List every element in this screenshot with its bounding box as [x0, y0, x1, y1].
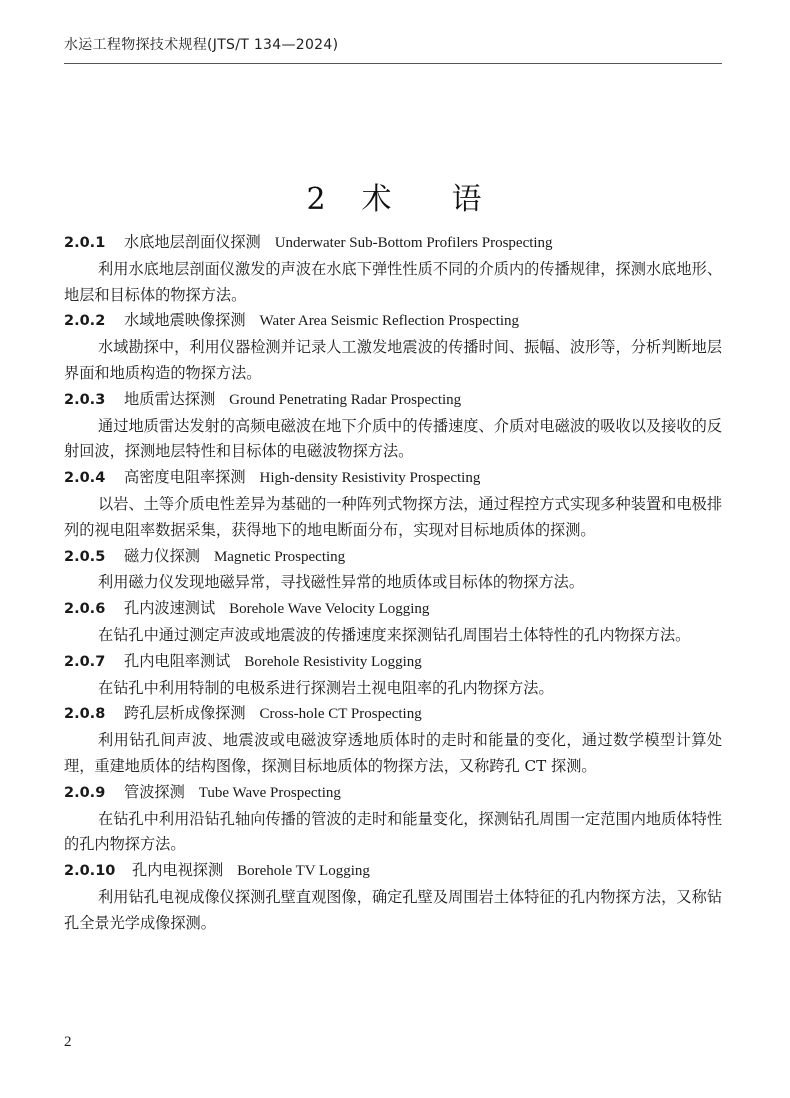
chapter-title — [0, 174, 790, 218]
term-number: 2.0.4 — [64, 470, 106, 487]
term-entry — [64, 596, 722, 649]
term-english-name: Tube Wave Prospecting — [198, 784, 341, 801]
term-heading — [64, 780, 722, 807]
term-chinese-name: 高密度电阻率探测 — [124, 468, 246, 487]
term-definition: 通过地质雷达发射的高频电磁波在地下介质中的传播速度、介质对电磁波的吸收以及接收的反射回波，探测地层特性和目标体的电磁波物探方法。 — [64, 416, 722, 461]
term-list — [64, 230, 722, 937]
term-definition: 利用磁力仪发现地磁异常，寻找磁性异常的地质体或目标体的物探方法。 — [98, 573, 584, 592]
term-english-name: Borehole TV Logging — [237, 863, 370, 880]
term-heading — [64, 649, 722, 676]
term-english-name: Borehole Wave Velocity Logging — [229, 601, 430, 618]
term-entry — [64, 308, 722, 386]
term-chinese-name: 孔内电阻率测试 — [124, 651, 231, 670]
term-chinese-name: 地质雷达探测 — [124, 389, 216, 408]
term-heading — [64, 544, 722, 571]
term-chinese-name: 水底地层剖面仪探测 — [124, 233, 261, 251]
term-entry — [64, 230, 722, 308]
term-chinese-name: 孔内电视探测 — [132, 861, 224, 880]
term-number: 2.0.9 — [64, 784, 106, 801]
term-heading — [64, 308, 722, 335]
term-chinese-name: 跨孔层析成像探测 — [124, 704, 246, 723]
term-number: 2.0.5 — [64, 548, 106, 565]
term-definition: 以岩、土等介质电性差异为基础的一种阵列式物探方法，通过程控方式实现多种装置和电极排列的视电阻率数据采集，获得地下的地电断面分布，实现对目标地质体的探测。 — [64, 494, 722, 539]
term-english-name: Borehole Resistivity Logging — [244, 653, 422, 670]
term-heading — [64, 858, 722, 885]
term-heading — [64, 230, 722, 257]
term-english-name: Ground Penetrating Radar Prospecting — [229, 391, 462, 408]
term-number: 2.0.3 — [64, 391, 106, 408]
term-chinese-name: 孔内波速测试 — [124, 599, 216, 618]
term-number: 2.0.1 — [64, 235, 106, 251]
chapter-title-part2: 语 — [451, 182, 484, 217]
term-entry — [64, 701, 722, 779]
chapter-title-part1: 术 — [361, 182, 394, 217]
term-definition: 利用钻孔间声波、地震波或电磁波穿透地质体时的走时和能量的变化，通过数学模型计算处理，重建地质体的结构图像，探测目标地质体的物探方法，又称跨孔 CT 探测。 — [64, 731, 722, 775]
term-definition: 利用水底地层剖面仪激发的声波在水底下弹性性质不同的介质内的传播规律，探测水底地形、地层和目标体的物探方法。 — [64, 259, 722, 304]
term-definition: 在钻孔中利用特制的电极系进行探测岩土视电阻率的孔内物探方法。 — [98, 678, 554, 697]
term-number: 2.0.8 — [64, 706, 106, 723]
term-chinese-name: 磁力仪探测 — [124, 546, 200, 565]
term-heading — [64, 387, 722, 414]
term-heading — [64, 596, 722, 623]
term-entry — [64, 780, 722, 858]
term-number: 2.0.7 — [64, 653, 106, 670]
term-entry — [64, 649, 722, 702]
running-header: 水运工程物探技术规程(JTS/T 134—2024) — [64, 37, 339, 53]
term-english-name: Underwater Sub-Bottom Profilers Prospecting — [274, 235, 553, 251]
term-chinese-name: 管波探测 — [124, 782, 185, 801]
term-number: 2.0.10 — [64, 863, 116, 880]
term-entry — [64, 858, 722, 936]
term-chinese-name: 水域地震映像探测 — [124, 311, 246, 330]
term-definition: 在钻孔中通过测定声波或地震波的传播速度来探测钻孔周围岩土体特性的孔内物探方法。 — [98, 625, 691, 644]
term-heading — [64, 465, 722, 492]
term-number: 2.0.6 — [64, 601, 106, 618]
page-number: 2 — [64, 1034, 72, 1050]
header-divider — [64, 63, 722, 64]
term-english-name: Water Area Seismic Reflection Prospecting — [259, 313, 520, 330]
term-number: 2.0.2 — [64, 313, 106, 330]
chapter-number: 2 — [306, 182, 328, 217]
term-entry — [64, 465, 722, 543]
term-english-name: High-density Resistivity Prospecting — [259, 470, 481, 487]
term-english-name: Cross-hole CT Prospecting — [259, 706, 422, 723]
term-definition: 利用钻孔电视成像仪探测孔壁直观图像，确定孔壁及周围岩土体特征的孔内物探方法，又称钻孔全景光学成像探测。 — [64, 887, 722, 932]
term-entry — [64, 544, 722, 597]
term-definition: 水域勘探中，利用仪器检测并记录人工激发地震波的传播时间、振幅、波形等，分析判断地层界面和地质构造的物探方法。 — [64, 338, 722, 382]
term-entry — [64, 387, 722, 465]
term-definition: 在钻孔中利用沿钻孔轴向传播的管波的走时和能量变化，探测钻孔周围一定范围内地质体特性的孔内物探方法。 — [64, 809, 722, 854]
term-heading — [64, 701, 722, 728]
term-english-name: Magnetic Prospecting — [213, 548, 346, 565]
